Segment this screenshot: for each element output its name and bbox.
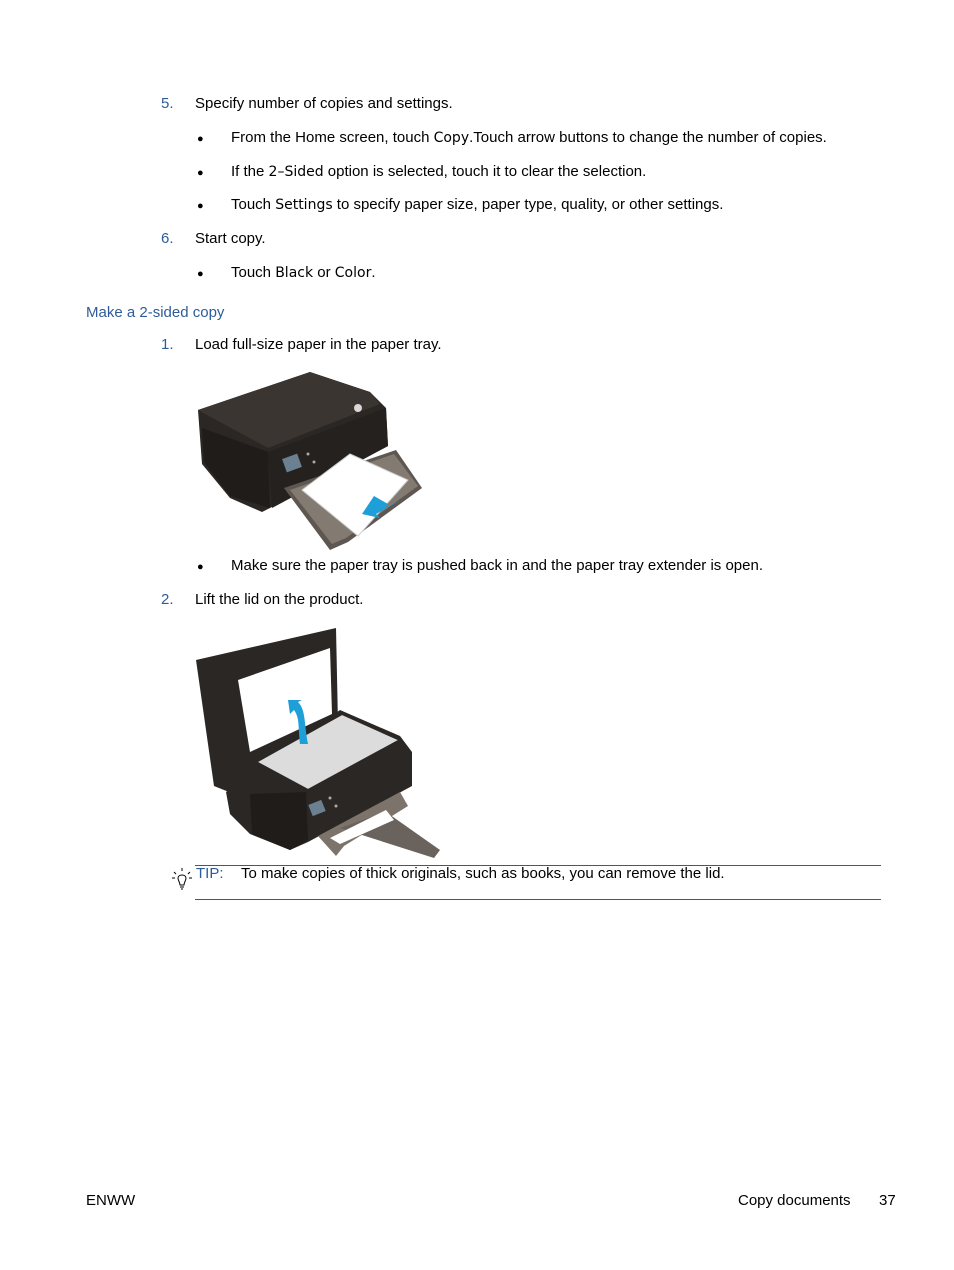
ui-term-color: Color bbox=[334, 265, 372, 281]
printer-open-lid-illustration bbox=[190, 624, 446, 862]
step-text: Lift the lid on the product. bbox=[195, 591, 364, 608]
bullet-text: Touch Settings to specify paper size, paper type, quality, or other settings. bbox=[231, 196, 724, 213]
section-heading: Make a 2-sided copy bbox=[86, 304, 225, 321]
bullet-text: Touch Black or Color. bbox=[231, 264, 376, 281]
bullet-icon: ● bbox=[197, 167, 204, 179]
ui-term-settings: Settings bbox=[275, 197, 333, 213]
step-text: Load full-size paper in the paper tray. bbox=[195, 336, 442, 353]
tip-label: TIP: bbox=[196, 865, 224, 882]
step-text: Specify number of copies and settings. bbox=[195, 95, 453, 112]
step-number: 2. bbox=[161, 591, 174, 608]
tip-bottom-rule bbox=[195, 899, 881, 900]
bullet-icon: ● bbox=[197, 200, 204, 212]
bullet-text: If the 2–Sided option is selected, touch it to clear the selection. bbox=[231, 163, 647, 180]
step-number: 6. bbox=[161, 230, 174, 247]
page-number: 37 bbox=[879, 1192, 896, 1209]
bullet-text: From the Home screen, touch Copy.Touch arrow buttons to change the number of copies. bbox=[231, 129, 827, 146]
ui-term-copy: Copy bbox=[433, 130, 470, 146]
footer-section-title: Copy documents bbox=[738, 1192, 851, 1209]
step-text: Start copy. bbox=[195, 230, 266, 247]
step-number: 1. bbox=[161, 336, 174, 353]
bullet-text: Make sure the paper tray is pushed back in and the paper tray extender is open. bbox=[231, 557, 763, 574]
bullet-icon: ● bbox=[197, 268, 204, 280]
printer-load-paper-illustration bbox=[190, 368, 430, 554]
bullet-icon: ● bbox=[197, 561, 204, 573]
ui-term-2-sided: 2–Sided bbox=[268, 164, 324, 180]
footer-left: ENWW bbox=[86, 1192, 136, 1209]
bullet-icon: ● bbox=[197, 133, 204, 145]
ui-term-black: Black bbox=[275, 265, 314, 281]
step-number: 5. bbox=[161, 95, 174, 112]
tip-text: To make copies of thick originals, such as books, you can remove the lid. bbox=[241, 865, 725, 882]
lightbulb-icon bbox=[171, 867, 193, 891]
